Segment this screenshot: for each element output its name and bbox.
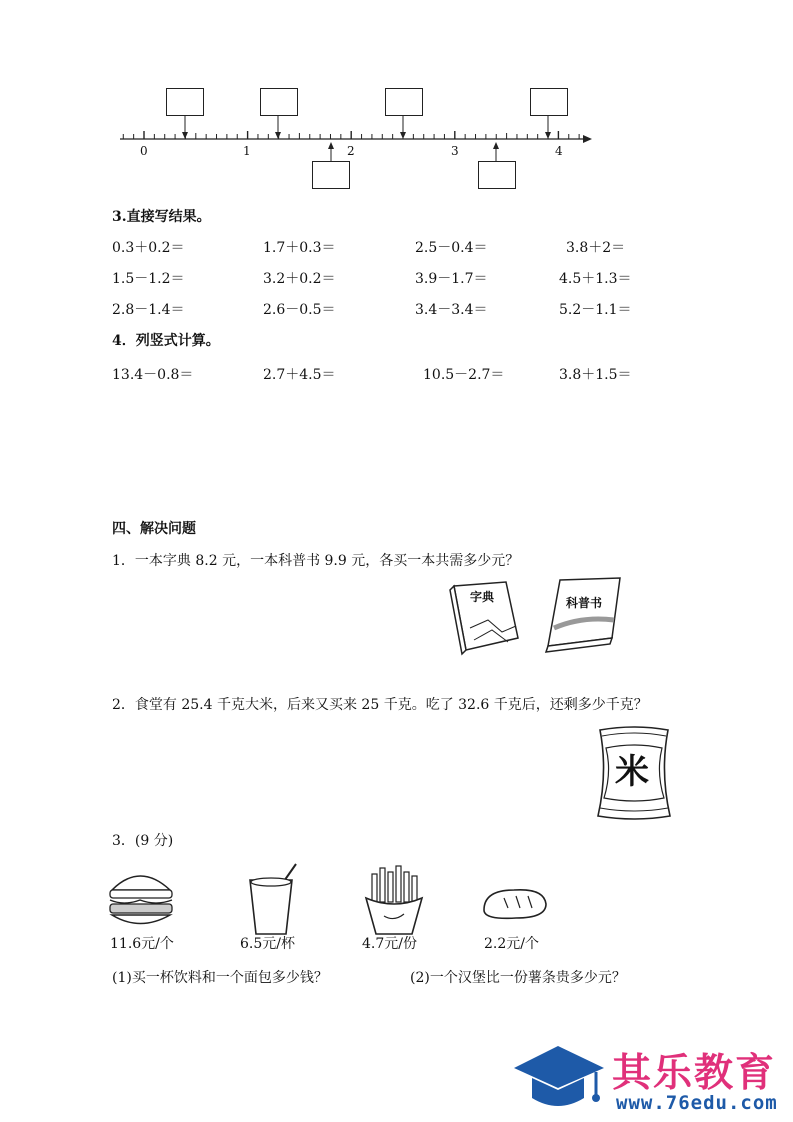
book-label-science: 科普书 (566, 596, 603, 610)
tick-label-3: 3 (451, 144, 459, 158)
rice-bag-label: 米 (615, 752, 649, 792)
book-label-dictionary: 字典 (470, 590, 495, 604)
calc-item: 2.6－0.5＝ (263, 302, 336, 318)
logo-url: www.76edu.com (616, 1092, 778, 1114)
logo-name: 其乐教育 (612, 1051, 777, 1096)
sub-question-2: (2)一个汉堡比一份薯条贵多少元？ (410, 970, 626, 986)
answer-box-bottom-2[interactable] (478, 161, 516, 189)
drink-cup-icon (250, 864, 296, 934)
tick-label-1: 1 (243, 144, 251, 158)
fries-icon (366, 866, 422, 934)
vertical-calc-item: 3.8＋1.5＝ (559, 367, 632, 383)
calc-item: 2.5－0.4＝ (415, 240, 488, 256)
answer-box-top-3[interactable] (385, 88, 423, 116)
vertical-calc-item: 2.7＋4.5＝ (263, 367, 336, 383)
price-bread: 2.2元/个 (484, 936, 539, 952)
rice-bag-illustration (592, 724, 676, 822)
tick-label-4: 4 (555, 144, 563, 158)
calc-item: 1.5－1.2＝ (112, 271, 185, 287)
tick-label-2: 2 (347, 144, 355, 158)
answer-box-top-2[interactable] (260, 88, 298, 116)
graduation-cap-icon (508, 1040, 608, 1120)
calc-item: 3.9－1.7＝ (415, 271, 488, 287)
part4-title: 四、解决问题 (112, 521, 196, 537)
calc-item: 4.5＋1.3＝ (559, 271, 632, 287)
hamburger-icon (110, 876, 172, 924)
sub-question-1: (1)买一杯饮料和一个面包多少钱？ (112, 970, 328, 986)
books-illustration (448, 576, 628, 656)
calc-item: 2.8－1.4＝ (112, 302, 185, 318)
section3-title: 3.直接写结果。 (112, 209, 211, 225)
answer-box-top-1[interactable] (166, 88, 204, 116)
calc-item: 5.2－1.1＝ (559, 302, 632, 318)
bread-icon (484, 890, 546, 919)
section4-title: 4．列竖式计算。 (112, 333, 220, 349)
vertical-calc-item: 13.4－0.8＝ (112, 367, 194, 383)
question-3: 3．(9 分) (112, 833, 174, 849)
site-logo[interactable] (508, 1040, 790, 1120)
price-drink: 6.5元/杯 (240, 936, 295, 952)
calc-item: 3.8＋2＝ (566, 240, 626, 256)
question-2: 2．食堂有 25.4 千克大米，后来又买来 25 千克。吃了 32.6 千克后，还剩多少千克？ (112, 697, 648, 713)
calc-item: 3.2＋0.2＝ (263, 271, 336, 287)
calc-item: 3.4－3.4＝ (415, 302, 488, 318)
price-fries: 4.7元/份 (362, 936, 417, 952)
calc-item: 1.7＋0.3＝ (263, 240, 336, 256)
vertical-calc-item: 10.5－2.7＝ (423, 367, 505, 383)
question-1: 1．一本字典 8.2 元，一本科普书 9.9 元，各买一本共需多少元？ (112, 553, 520, 569)
price-hamburger: 11.6元/个 (110, 936, 174, 952)
answer-box-bottom-1[interactable] (312, 161, 350, 189)
tick-label-0: 0 (140, 144, 148, 158)
answer-box-top-4[interactable] (530, 88, 568, 116)
calc-item: 0.3＋0.2＝ (112, 240, 185, 256)
food-icons (104, 860, 584, 940)
